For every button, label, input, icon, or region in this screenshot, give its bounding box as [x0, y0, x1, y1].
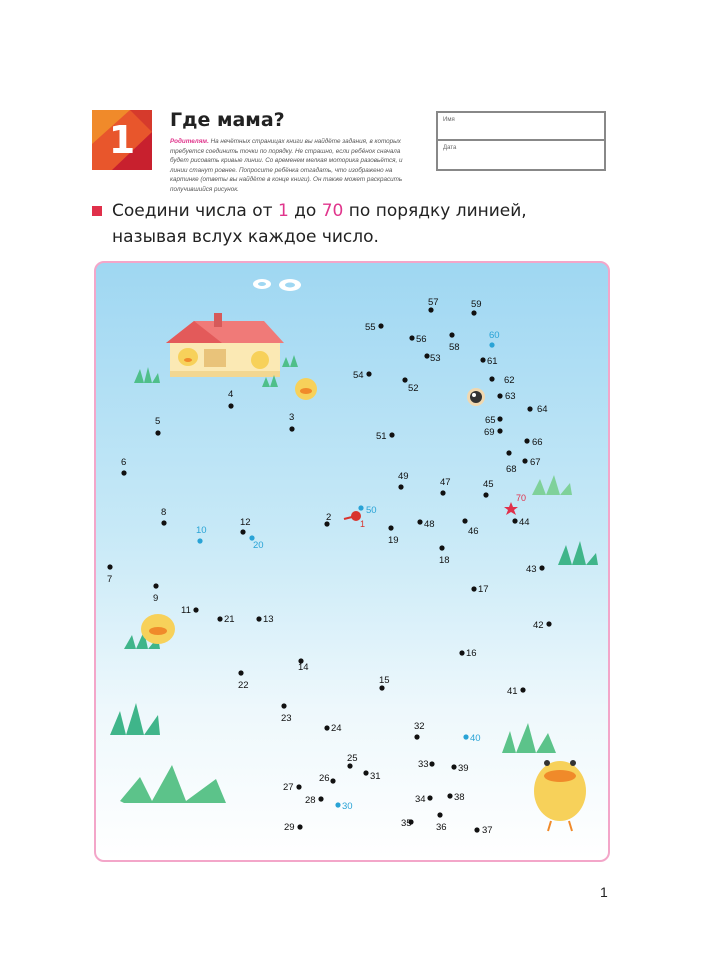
puzzle-dot-54 — [366, 371, 371, 376]
puzzle-dot-11 — [193, 607, 198, 612]
puzzle-dot-49 — [398, 484, 403, 489]
puzzle-dot-33 — [429, 761, 434, 766]
puzzle-dot-label-8: 8 — [161, 507, 167, 518]
puzzle-dot-21 — [217, 616, 222, 621]
puzzle-dot-label-23: 23 — [281, 713, 292, 724]
puzzle-dot-label-33: 33 — [418, 759, 429, 770]
puzzle-dot-53 — [424, 353, 429, 358]
puzzle-dot-37 — [474, 827, 479, 832]
puzzle-dot-label-58: 58 — [449, 342, 460, 353]
puzzle-dot-60 — [489, 342, 494, 347]
task-line-1 — [112, 198, 527, 224]
puzzle-dot-label-12: 12 — [240, 517, 251, 528]
puzzle-dot-label-68: 68 — [506, 464, 517, 475]
date-label: Дата — [443, 145, 457, 151]
puzzle-dot-46 — [462, 518, 467, 523]
puzzle-dot-56 — [409, 335, 414, 340]
puzzle-dot-12 — [240, 529, 245, 534]
page-number: 1 — [600, 884, 608, 900]
puzzle-dot-label-52: 52 — [408, 383, 419, 394]
puzzle-dot-label-24: 24 — [331, 723, 342, 734]
puzzle-dot-8 — [161, 520, 166, 525]
puzzle-dot-label-16: 16 — [466, 648, 477, 659]
puzzle-dot-label-4: 4 — [228, 389, 234, 400]
puzzle-dot-label-32: 32 — [414, 721, 425, 732]
name-date-box — [436, 111, 606, 171]
puzzle-dot-label-15: 15 — [379, 675, 390, 686]
house-illustration — [166, 313, 284, 377]
puzzle-dot-15 — [379, 685, 384, 690]
puzzle-dot-9 — [153, 583, 158, 588]
task-text-b: до — [288, 201, 322, 221]
puzzle-dot-label-26: 26 — [319, 773, 330, 784]
puzzle-dot-6 — [121, 470, 126, 475]
parents-note — [170, 137, 420, 194]
puzzle-dot-label-53: 53 — [430, 353, 441, 364]
puzzle-dot-7 — [107, 564, 112, 569]
finish-star — [504, 493, 526, 515]
puzzle-dot-label-36: 36 — [436, 822, 447, 833]
puzzle-dot-59 — [471, 310, 476, 315]
cloud-decoration — [253, 279, 301, 291]
puzzle-dot-label-37: 37 — [482, 825, 493, 836]
puzzle-dot-label-60: 60 — [489, 330, 500, 341]
puzzle-dot-label-2: 2 — [326, 512, 332, 523]
puzzle-dot-label-67: 67 — [530, 457, 541, 468]
puzzle-dot-label-19: 19 — [388, 535, 399, 546]
puzzle-dot-label-66: 66 — [532, 437, 543, 448]
task-text-c: по порядку линией, — [343, 201, 527, 221]
puzzle-dot-label-31: 31 — [370, 771, 381, 782]
puzzle-dot-label-11: 11 — [181, 605, 191, 616]
dot-to-dot-panel — [94, 261, 610, 862]
puzzle-dot-28 — [318, 796, 323, 801]
puzzle-dot-61 — [480, 357, 485, 362]
puzzle-dot-label-14: 14 — [298, 662, 309, 673]
puzzle-dot-23 — [281, 703, 286, 708]
puzzle-dot-label-42: 42 — [533, 620, 544, 631]
puzzle-dot-label-55: 55 — [365, 322, 376, 333]
chick-illustration — [141, 378, 586, 831]
parents-note-text: На нечётных страницах книги вы найдёте задания, в которых требуется соединить точки по порядку. Не страшно, если ребёнок сначала будет рисовать кривые линии. Со временем мелкая моторика разовьётся, и линии станут ровнее. Попросите ребёнка отгадать, что изображено на картинке (ответы вы найдёте в конце книги). Он также может раскрасить получившийся рисунок. — [170, 138, 403, 193]
puzzle-dot-label-44: 44 — [519, 517, 530, 528]
puzzle-dot-5 — [155, 430, 160, 435]
puzzle-dot-label-51: 51 — [376, 431, 387, 442]
puzzle-dot-label-57: 57 — [428, 297, 439, 308]
lesson-number: 1 — [108, 118, 136, 162]
puzzle-dot-50 — [358, 505, 363, 510]
puzzle-dot-label-9: 9 — [153, 593, 159, 604]
start-marker — [344, 511, 365, 529]
puzzle-dot-label-28: 28 — [305, 795, 316, 806]
bullet-square — [92, 206, 102, 216]
puzzle-dot-10 — [197, 538, 202, 543]
puzzle-dot-67 — [522, 458, 527, 463]
puzzle-dot-65 — [497, 416, 502, 421]
page-title: Где мама? — [170, 109, 285, 131]
puzzle-dot-43 — [539, 565, 544, 570]
task-to-number: 70 — [321, 201, 344, 221]
puzzle-dot-22 — [238, 670, 243, 675]
puzzle-dot-label-13: 13 — [263, 614, 274, 625]
puzzle-dot-40 — [463, 734, 468, 739]
puzzle-dot-label-17: 17 — [478, 584, 489, 595]
puzzle-dot-label-29: 29 — [284, 822, 295, 833]
puzzle-dot-label-62: 62 — [504, 375, 515, 386]
puzzle-dots — [107, 297, 552, 836]
puzzle-dot-label-35: 35 — [401, 818, 412, 829]
puzzle-dot-55 — [378, 323, 383, 328]
task-from-number: 1 — [277, 201, 289, 221]
puzzle-dot-label-59: 59 — [471, 299, 482, 310]
puzzle-dot-47 — [440, 490, 445, 495]
puzzle-dot-34 — [427, 795, 432, 800]
puzzle-canvas — [96, 263, 608, 860]
parents-note-label: Родителям. — [170, 138, 209, 145]
puzzle-dot-label-22: 22 — [238, 680, 249, 691]
puzzle-dot-label-50: 50 — [366, 505, 377, 516]
end-label: 70 — [516, 493, 527, 503]
puzzle-dot-label-40: 40 — [470, 733, 481, 744]
puzzle-dot-label-25: 25 — [347, 753, 358, 764]
puzzle-dot-label-3: 3 — [289, 412, 295, 423]
puzzle-dot-69 — [497, 428, 502, 433]
puzzle-dot-4 — [228, 403, 233, 408]
puzzle-dot-label-21: 21 — [224, 614, 235, 625]
puzzle-dot-66 — [524, 438, 529, 443]
puzzle-dot-label-38: 38 — [454, 792, 465, 803]
grass-decoration — [110, 355, 598, 803]
puzzle-dot-29 — [297, 824, 302, 829]
puzzle-dot-label-27: 27 — [283, 782, 294, 793]
puzzle-dot-24 — [324, 725, 329, 730]
puzzle-dot-label-39: 39 — [458, 763, 469, 774]
puzzle-dot-31 — [363, 770, 368, 775]
puzzle-dot-32 — [414, 734, 419, 739]
puzzle-dot-label-49: 49 — [398, 471, 409, 482]
puzzle-dot-42 — [546, 621, 551, 626]
puzzle-dot-label-43: 43 — [526, 564, 537, 575]
puzzle-dot-3 — [289, 426, 294, 431]
puzzle-dot-label-61: 61 — [487, 356, 498, 367]
puzzle-dot-39 — [451, 764, 456, 769]
puzzle-dot-label-30: 30 — [342, 801, 353, 812]
puzzle-dot-label-45: 45 — [483, 479, 494, 490]
lesson-number-badge — [92, 110, 152, 170]
puzzle-dot-64 — [527, 406, 532, 411]
start-label: 1 — [360, 519, 366, 529]
puzzle-dot-label-64: 64 — [537, 404, 548, 415]
puzzle-dot-38 — [447, 793, 452, 798]
puzzle-dot-label-10: 10 — [196, 525, 207, 536]
puzzle-dot-41 — [520, 687, 525, 692]
eye-marker — [467, 388, 485, 406]
puzzle-dot-label-34: 34 — [415, 794, 426, 805]
puzzle-dot-51 — [389, 432, 394, 437]
puzzle-dot-27 — [296, 784, 301, 789]
puzzle-dot-label-69: 69 — [484, 427, 495, 438]
puzzle-dot-26 — [330, 778, 335, 783]
puzzle-dot-label-7: 7 — [107, 574, 113, 585]
puzzle-dot-57 — [428, 307, 433, 312]
puzzle-dot-44 — [512, 518, 517, 523]
puzzle-dot-16 — [459, 650, 464, 655]
puzzle-dot-label-54: 54 — [353, 370, 364, 381]
puzzle-dot-48 — [417, 519, 422, 524]
puzzle-dot-label-41: 41 — [507, 686, 518, 697]
puzzle-dot-30 — [335, 802, 340, 807]
puzzle-dot-label-63: 63 — [505, 391, 516, 402]
puzzle-dot-label-5: 5 — [155, 416, 161, 427]
puzzle-dot-52 — [402, 377, 407, 382]
name-label: Имя — [443, 117, 455, 123]
puzzle-dot-label-48: 48 — [424, 519, 435, 530]
puzzle-dot-label-6: 6 — [121, 457, 127, 468]
puzzle-dot-label-65: 65 — [485, 415, 496, 426]
puzzle-dot-18 — [439, 545, 444, 550]
puzzle-dot-label-46: 46 — [468, 526, 479, 537]
puzzle-dot-label-47: 47 — [440, 477, 451, 488]
puzzle-dot-68 — [506, 450, 511, 455]
puzzle-dot-19 — [388, 525, 393, 530]
name-field[interactable] — [438, 113, 604, 141]
puzzle-dot-63 — [497, 393, 502, 398]
puzzle-dot-13 — [256, 616, 261, 621]
puzzle-dot-label-18: 18 — [439, 555, 450, 566]
puzzle-dot-label-56: 56 — [416, 334, 427, 345]
puzzle-dot-36 — [437, 812, 442, 817]
date-field[interactable] — [438, 141, 604, 169]
task-text-a: Соедини числа от — [112, 201, 278, 221]
puzzle-dot-25 — [347, 763, 352, 768]
puzzle-dot-17 — [471, 586, 476, 591]
puzzle-dot-label-20: 20 — [253, 540, 264, 551]
puzzle-dot-58 — [449, 332, 454, 337]
task-line-2: называя вслух каждое число. — [112, 227, 379, 247]
puzzle-dot-62 — [489, 376, 494, 381]
puzzle-dot-45 — [483, 492, 488, 497]
